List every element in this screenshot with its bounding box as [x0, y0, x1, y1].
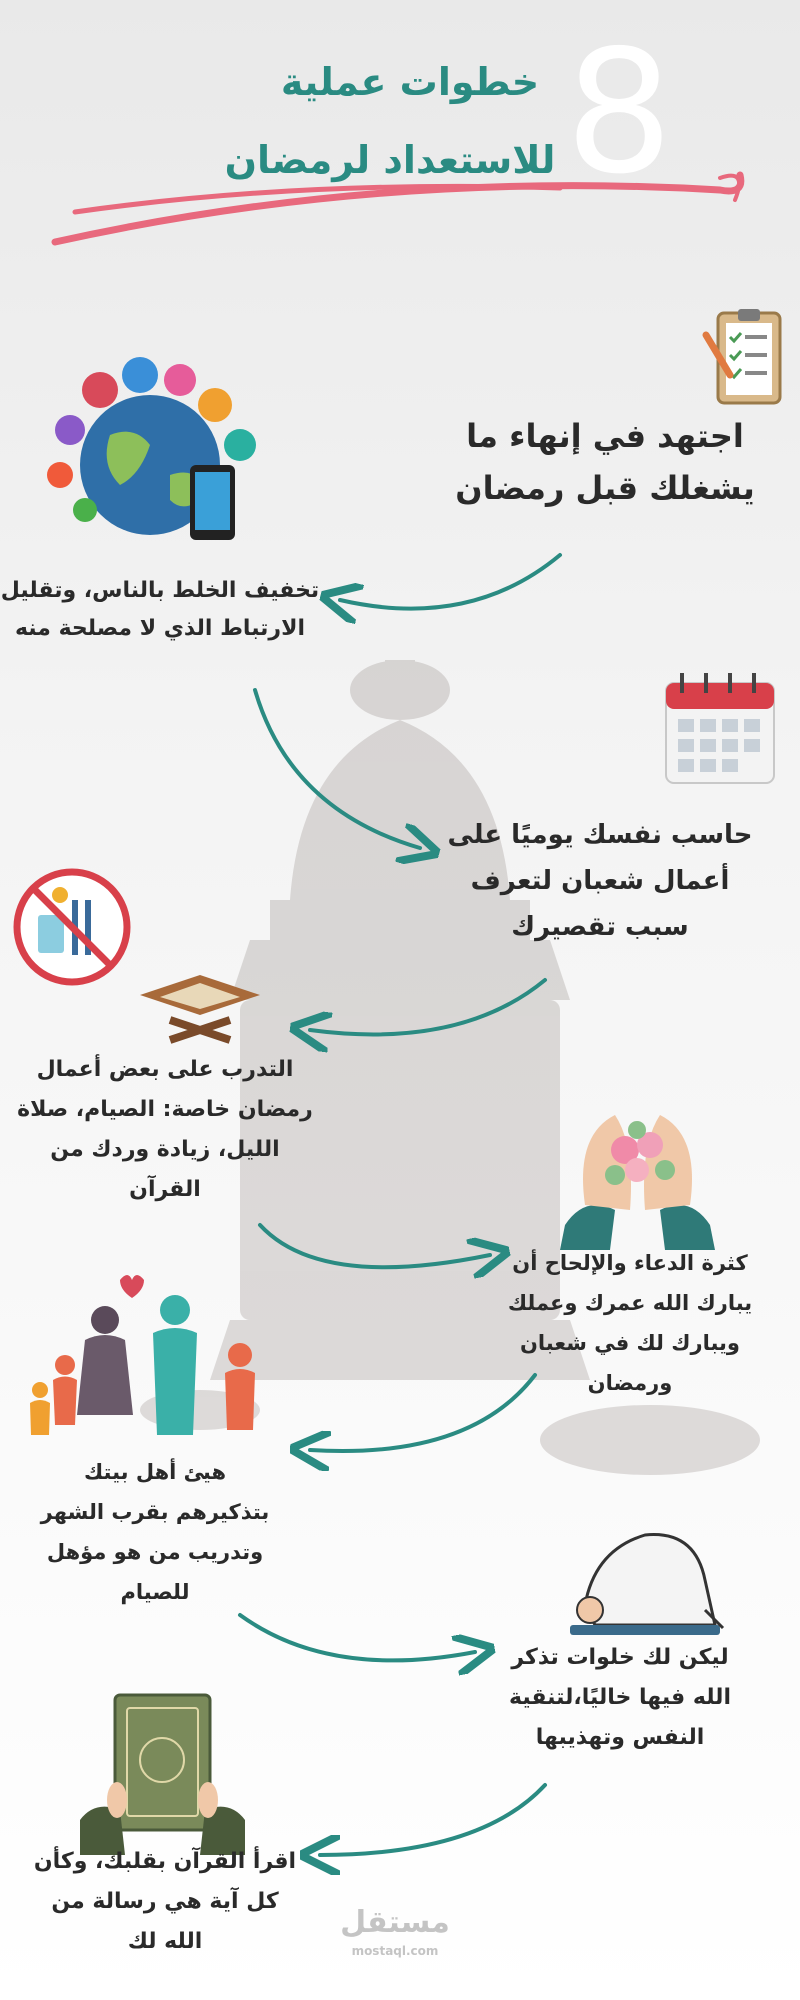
watermark-brand: مستقل [340, 1905, 450, 1940]
arrow-4 [260, 1225, 490, 1267]
arrow-2 [255, 690, 420, 848]
step-1-text: اجتهد في إنهاء ما يشغلك قبل رمضان [455, 417, 755, 507]
arrow-1 [340, 555, 560, 609]
step-8-text: اقرأ القرآن بقلبك، وكأن كل آية هي رسالة من الله لك [33, 1849, 297, 1954]
watermark-domain: mostaql.com [351, 1944, 439, 1958]
header-title-line2: للاستعداد لرمضان [224, 138, 556, 182]
header-title-line1: خطوات عملية [280, 60, 540, 104]
arrow-3 [310, 980, 545, 1034]
arrow-7 [320, 1785, 545, 1855]
step-3-text: حاسب نفسك يوميًا على أعمال شعبان لتعرف سبب تقصيرك [447, 820, 753, 942]
step-5-text: كثرة الدعاء والإلحاح أن يبارك الله عمرك وعملك ويبارك لك في شعبان ورمضان [507, 1251, 753, 1395]
step-6-text: هيئ أهل بيتك بتذكيرهم بقرب الشهر وتدريب من هو مؤهل للصيام [40, 1460, 270, 1604]
step-7-text: ليكن لك خلوات تذكر الله فيها خاليًا،لتنقية النفس وتهذيبها [509, 1645, 731, 1750]
step-4-text: التدرب على بعض أعمال رمضان خاصة: الصيام، صلاة الليل، زيادة وردك من القرآن [17, 1057, 313, 1202]
arrow-6 [240, 1615, 475, 1660]
step-2-text: تخفيف الخلط بالناس، وتقليل الارتباط الذي لا مصلحة منه [0, 578, 320, 641]
arrow-5 [310, 1375, 535, 1451]
header-number: 8 [565, 14, 674, 212]
